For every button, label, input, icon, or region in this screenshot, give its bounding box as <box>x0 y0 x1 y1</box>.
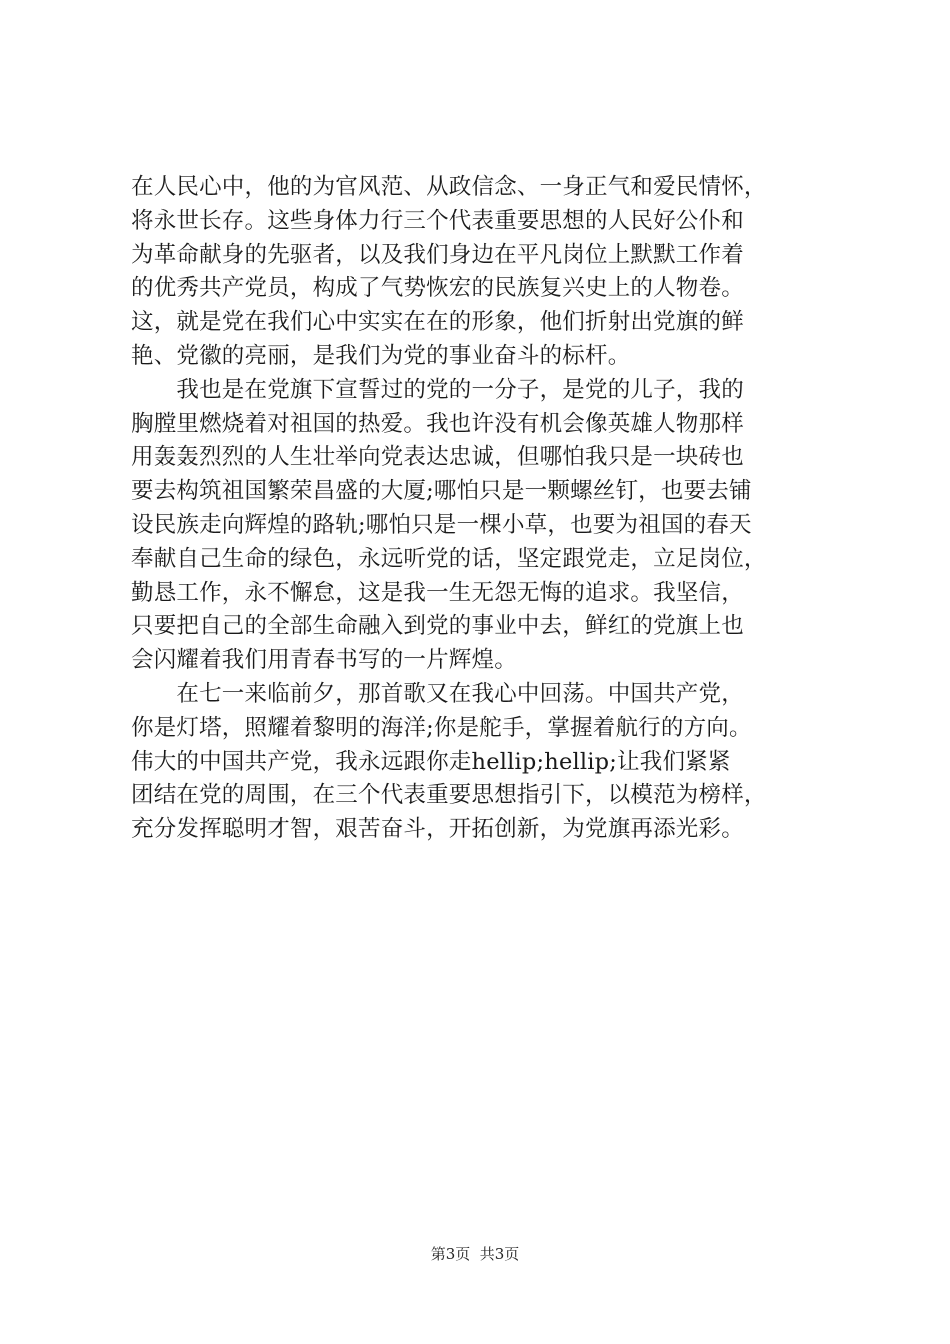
text-line: 用轰轰烈烈的人生壮举向党表达忠诚，但哪怕我只是一块砖也 <box>131 444 744 471</box>
text-line: 为革命献身的先驱者，以及我们身边在平凡岗位上默默工作着 <box>131 241 744 268</box>
page-number: 第3页 共3页 <box>430 1245 520 1263</box>
text-line: 团结在党的周围，在三个代表重要思想指引下，以模范为榜样， <box>131 782 767 809</box>
text-line: 艳、党徽的亮丽，是我们为党的事业奋斗的标杆。 <box>131 342 631 369</box>
text-line: 胸膛里燃烧着对祖国的热爱。我也许没有机会像英雄人物那样 <box>131 410 744 437</box>
text-line: 设民族走向辉煌的路轨;哪怕只是一棵小草，也要为祖国的春天 <box>131 511 752 538</box>
text-line: 充分发挥聪明才智，艰苦奋斗，开拓创新，为党旗再添光彩。 <box>131 816 744 843</box>
text-line: 将永世长存。这些身体力行三个代表重要思想的人民好公仆和 <box>131 207 744 234</box>
text-line: 勤恳工作，永不懈怠，这是我一生无怨无悔的追求。我坚信， <box>131 579 744 606</box>
text-line: 你是灯塔，照耀着黎明的海洋;你是舵手，掌握着航行的方向。 <box>131 714 752 741</box>
text-line: 只要把自己的全部生命融入到党的事业中去，鲜红的党旗上也 <box>131 613 744 640</box>
text-line: 要去构筑祖国繁荣昌盛的大厦;哪怕只是一颗螺丝钉，也要去铺 <box>131 478 752 505</box>
text-line: 在人民心中，他的为官风范、从政信念、一身正气和爱民情怀， <box>131 174 767 200</box>
text-line: 伟大的中国共产党，我永远跟你走hellip;hellip;让我们紧紧 <box>131 748 731 775</box>
page-footer <box>0 1244 950 1264</box>
text-line: 我也是在党旗下宣誓过的党的一分子，是党的儿子，我的 <box>131 376 744 403</box>
text-line: 会闪耀着我们用青春书写的一片辉煌。 <box>131 647 517 674</box>
body-text <box>131 171 831 847</box>
text-line: 的优秀共产党员，构成了气势恢宏的民族复兴史上的人物卷。 <box>131 275 744 302</box>
text-line: 这，就是党在我们心中实实在在的形象，他们折射出党旗的鲜 <box>131 309 744 336</box>
text-line: 在七一来临前夕，那首歌又在我心中回荡。中国共产党， <box>131 680 744 707</box>
text-line: 奉献自己生命的绿色，永远听党的话，坚定跟党走，立足岗位， <box>131 545 767 572</box>
